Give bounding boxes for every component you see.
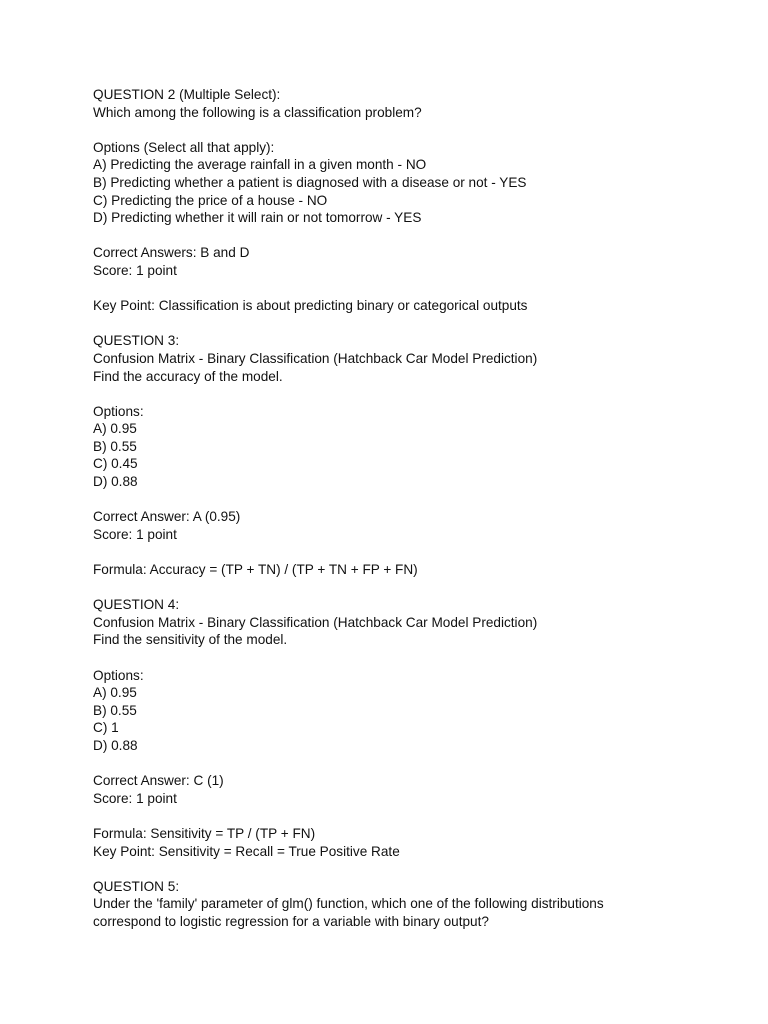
question-4 <box>93 596 733 878</box>
spacer <box>93 315 733 333</box>
score: Score: 1 point <box>93 526 177 542</box>
spacer <box>93 649 733 667</box>
option-c: C) 1 <box>93 720 119 736</box>
question-text: Find the sensitivity of the model. <box>93 632 288 648</box>
document-page <box>93 86 733 931</box>
spacer <box>93 755 733 773</box>
question-3 <box>93 332 733 596</box>
option-a: A) Predicting the average rainfall in a given month - NO <box>93 157 427 173</box>
option-a: A) 0.95 <box>93 685 137 701</box>
question-title: QUESTION 5: <box>93 878 180 894</box>
spacer <box>93 807 733 825</box>
question-text: Find the accuracy of the model. <box>93 368 283 384</box>
option-c: C) 0.45 <box>93 456 138 472</box>
correct-answer: Correct Answer: A (0.95) <box>93 509 241 525</box>
question-5 <box>93 878 733 931</box>
option-d: D) Predicting whether it will rain or not tomorrow - YES <box>93 210 422 226</box>
option-d: D) 0.88 <box>93 474 138 490</box>
question-title: QUESTION 4: <box>93 597 180 613</box>
spacer <box>93 860 733 878</box>
formula: Formula: Sensitivity = TP / (TP + FN) <box>93 825 316 841</box>
correct-answer: Correct Answer: C (1) <box>93 773 224 789</box>
option-c: C) Predicting the price of a house - NO <box>93 192 328 208</box>
option-a: A) 0.95 <box>93 421 137 437</box>
option-b: B) 0.55 <box>93 702 137 718</box>
option-b: B) 0.55 <box>93 438 137 454</box>
question-title: QUESTION 2 (Multiple Select): <box>93 87 281 102</box>
option-b: B) Predicting whether a patient is diagnosed with a disease or not - YES <box>93 174 527 190</box>
question-2 <box>93 86 733 332</box>
spacer <box>93 385 733 403</box>
spacer <box>93 121 733 139</box>
question-text-line-2: correspond to logistic regression for a variable with binary output? <box>93 913 489 929</box>
question-subtitle: Confusion Matrix - Binary Classification (Hatchback Car Model Prediction) <box>93 614 538 630</box>
spacer <box>93 491 733 509</box>
spacer <box>93 579 733 597</box>
question-text: Which among the following is a classification problem? <box>93 104 422 120</box>
options-header: Options (Select all that apply): <box>93 139 275 155</box>
question-title: QUESTION 3: <box>93 333 180 349</box>
question-subtitle: Confusion Matrix - Binary Classification (Hatchback Car Model Prediction) <box>93 350 538 366</box>
score: Score: 1 point <box>93 262 177 278</box>
options-header: Options: <box>93 403 144 419</box>
option-d: D) 0.88 <box>93 737 138 753</box>
options-header: Options: <box>93 667 144 683</box>
question-text-line-1: Under the 'family' parameter of glm() function, which one of the following distributions <box>93 896 604 912</box>
formula: Formula: Accuracy = (TP + TN) / (TP + TN + FP + FN) <box>93 562 418 578</box>
score: Score: 1 point <box>93 790 177 806</box>
spacer <box>93 543 733 561</box>
spacer <box>93 227 733 245</box>
spacer <box>93 280 733 298</box>
key-point: Key Point: Sensitivity = Recall = True Positive Rate <box>93 843 400 859</box>
correct-answer: Correct Answers: B and D <box>93 245 250 261</box>
key-point: Key Point: Classification is about predicting binary or categorical outputs <box>93 298 528 314</box>
